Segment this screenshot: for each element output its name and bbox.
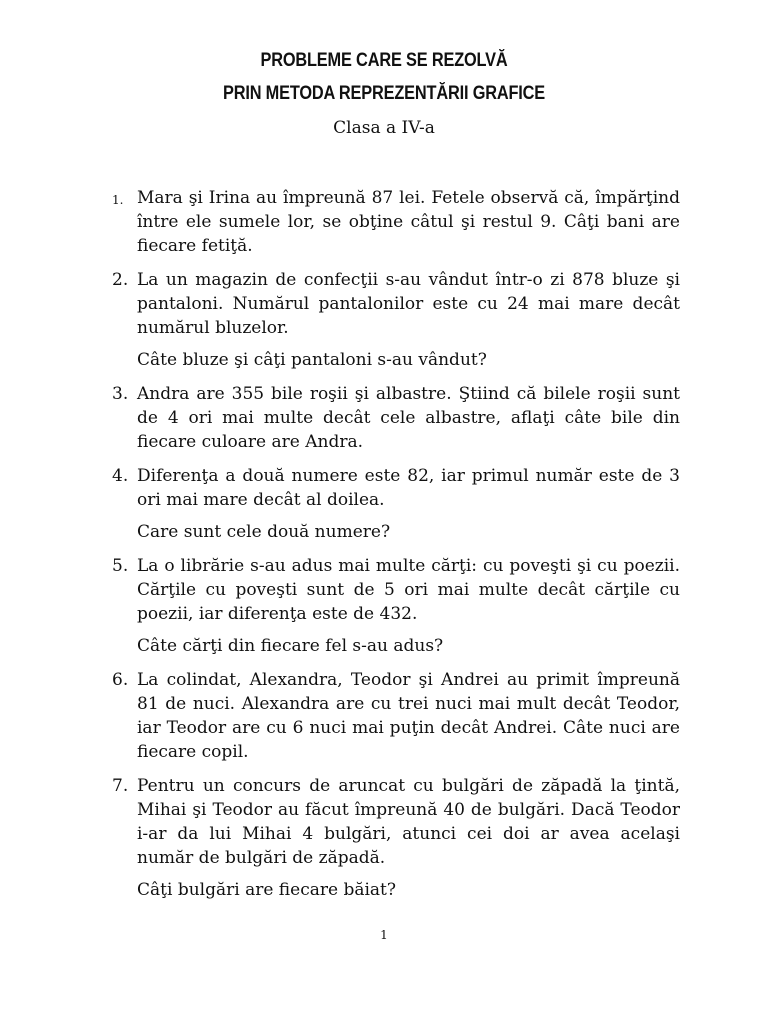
problem-number: 4.	[112, 466, 129, 486]
problem-number: 2.	[112, 270, 129, 290]
problem-text: La o librărie s-au adus mai multe cărţi: cu poveşti şi cu poezii. Cărţile cu poveşti sunt de 5 ori mai multe decât cărţile cu poezii, iar diferenţa este de 432.	[137, 556, 680, 624]
problem-text: La colindat, Alexandra, Teodor şi Andrei au primit împreună 81 de nuci. Alexandra are cu trei nuci mai mult decât Teodor, iar Teodor are cu 6 nuci mai puţin decât Andrei. Câte nuci are fiecare copil.	[137, 670, 680, 762]
problem-6	[100, 668, 680, 764]
document-title-line-1: PROBLEME CARE SE REZOLVĂ	[260, 50, 508, 71]
problem-question: Care sunt cele două numere?	[137, 522, 391, 542]
problem-text: Andra are 355 bile roşii şi albastre. Ştiind că bilele roşii sunt de 4 ori mai multe decât cele albastre, aflaţi câte bile din fiecare culoare are Andra.	[137, 384, 680, 452]
problem-1	[100, 186, 680, 258]
problem-7	[100, 774, 680, 902]
problem-number: 6.	[112, 670, 129, 690]
problem-text: Diferenţa a două numere este 82, iar primul număr este de 3 ori mai mare decât al doilea.	[137, 466, 680, 510]
problem-question: Câţi bulgări are fiecare băiat?	[137, 880, 396, 900]
problem-text: La un magazin de confecţii s-au vândut într-o zi 878 bluze şi pantaloni. Numărul pantalonilor este cu 24 mai mare decât numărul bluzelor.	[137, 270, 680, 338]
page-number: 1	[380, 928, 388, 942]
problem-number: 1.	[112, 193, 124, 207]
problem-number: 7.	[112, 776, 129, 796]
problem-number: 5.	[112, 556, 129, 576]
problem-number: 3.	[112, 384, 129, 404]
document-title-line-2: PRIN METODA REPREZENTĂRII GRAFICE	[222, 83, 546, 104]
problem-question: Câte cărţi din fiecare fel s-au adus?	[137, 636, 444, 656]
problem-list	[100, 186, 680, 912]
problem-question: Câte bluze şi câţi pantaloni s-au vândut?	[137, 350, 487, 370]
problem-text: Pentru un concurs de aruncat cu bulgări de zăpadă la ţintă, Mihai şi Teodor au făcut împreună 40 de bulgări. Dacă Teodor i-ar da lui Mihai 4 bulgări, atunci cei doi ar avea acelaşi număr de bulgări de zăpadă.	[137, 776, 680, 868]
problem-4	[100, 464, 680, 544]
problem-2	[100, 268, 680, 372]
problem-text: Mara şi Irina au împreună 87 lei. Fetele observă că, împărţind între ele sumele lor, se obţine câtul şi restul 9. Câţi bani are fiecare fetiţă.	[137, 188, 680, 256]
class-subtitle: Clasa a IV-a	[333, 118, 435, 138]
problem-3	[100, 382, 680, 454]
problem-5	[100, 554, 680, 658]
